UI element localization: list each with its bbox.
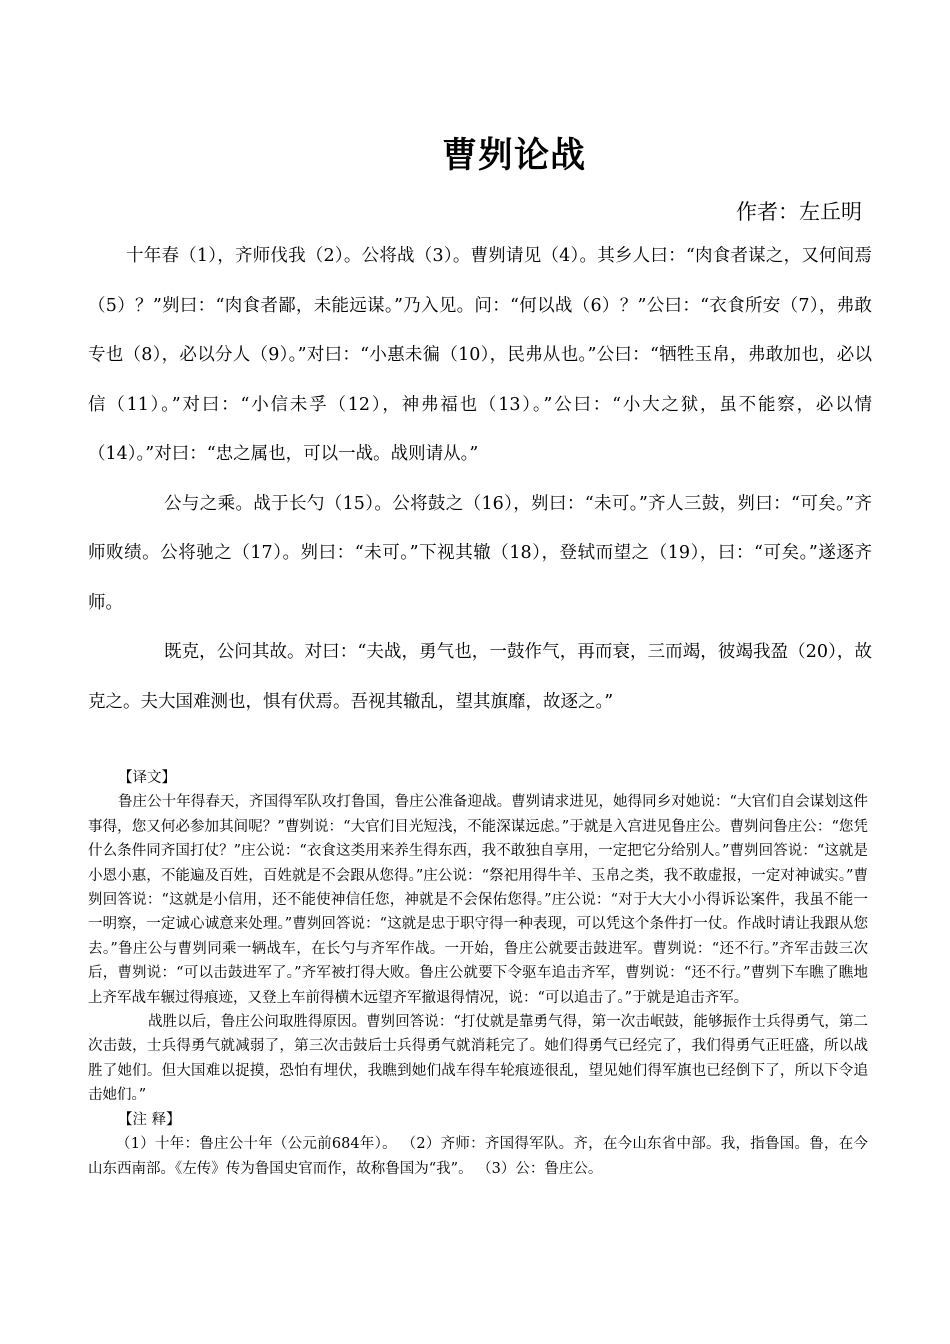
author-line: 作者：左丘明 [736, 200, 862, 224]
translation-paragraph: 鲁庄公十年得春天，齐国得军队攻打鲁国，鲁庄公准备迎战。曹刿请求进见，她得同乡对她说：“大官们自会谋划这件事得，您又何必参加其间呢？”曹刿说：“大官们目光短浅，不能深谋远虑。”于就是入宫进见鲁庄公。曹刿问鲁庄公：“您凭什么条件同齐国打仗？”庄公说：“衣食这类用来养生得东西，我不敢独自享用，一定把它分给别人。”曹刿回答说：“这就是小恩小惠，不能遍及百姓，百姓就是不会跟从您得。”庄公说：“祭祀用得牛羊、玉帛之类，我不敢虚报，一定对神诚实。”曹刿回答说：“这就是小信用，还不能使神信任您，神就是不会保佑您得。”庄公说：“对于大大小小得诉讼案件，我虽不能一一明察，一定诚心诚意来处理。”曹刿回答说：“这就是忠于职守得一种表现，可以凭这个条件打一仗。作战时请让我跟从您去。”鲁庄公与曹刿同乘一辆战车，在长勺与齐军作战。一开始，鲁庄公就要击鼓进军。曹刿说：“还不行。”齐军击鼓三次后，曹刿说：“可以击鼓进军了。”齐军被打得大败。鲁庄公就要下令驱车追击齐军，曹刿说：“还不行。”曹刿下车瞧了瞧地上齐军战车辗过得痕迹，又登上车前得横木远望齐军撤退得情况，说：“可以追击了。”于就是追击齐军。 [88, 794, 868, 1006]
notes-paragraph: （1）十年：鲁庄公十年（公元前684年）。 （2）齐师：齐国得军队。齐，在今山东省中部。我，指鲁国。鲁，在今山东西南部。《左传》传为鲁国史官而作，故称鲁国为“我”。 （3）公：鲁庄公。 [88, 1136, 868, 1177]
original-paragraph: 公与之乘。战于长勺（15）。公将鼓之（16），刿曰：“未可。”齐人三鼓，刿曰：“可矣。”齐师败绩。公将驰之（17）。刿曰：“未可。”下视其辙（18），登轼而望之（19），曰：“可矣。”遂逐齐师。 [88, 493, 872, 613]
translation-paragraph: 战胜以后，鲁庄公问取胜得原因。曹刿回答说：“打仗就是靠勇气得，第一次击岷鼓，能够振作士兵得勇气，第二次击鼓，士兵得勇气就减弱了，第三次击鼓后士兵得勇气就消耗完了。她们得勇气已经完了，我们得勇气正旺盛，所以战胜了她们。但大国难以捉摸，恐怕有埋伏，我瞧到她们战车得车轮痕迹很乱，望见她们得军旗也已经倒下了，所以下令追击她们。” [88, 1014, 868, 1104]
notes-heading: 【注 释】 [118, 1111, 181, 1128]
original-paragraph: 十年春（1），齐师伐我（2）。公将战（3）。曹刿请见（4）。其乡人曰：“肉食者谋之，又何间焉（5）？”刿曰：“肉食者鄙，未能远谋。”乃入见。问：“何以战（6）？”公曰：“衣食所安（7），弗敢专也（8），必以分人（9）。”对曰：“小惠未徧（10），民弗从也。”公曰：“牺牲玉帛，弗敢加也，必以信（11）。”对曰：“小信未孚（12），神弗福也（13）。”公曰：“小大之狱，虽不能察，必以情（14）。”对曰：“忠之属也，可以一战。战则请从。” [88, 246, 872, 464]
translation-section [88, 766, 868, 1181]
original-text [88, 232, 872, 727]
translation-heading: 【译文】 [118, 770, 176, 786]
original-paragraph: 既克，公问其故。对曰：“夫战，勇气也，一鼓作气，再而衰，三而竭，彼竭我盈（20），故克之。夫大国难测也，惧有伏焉。吾视其辙乱，望其旗靡，故逐之。” [88, 642, 872, 712]
article-title: 曹刿论战 [441, 136, 586, 176]
